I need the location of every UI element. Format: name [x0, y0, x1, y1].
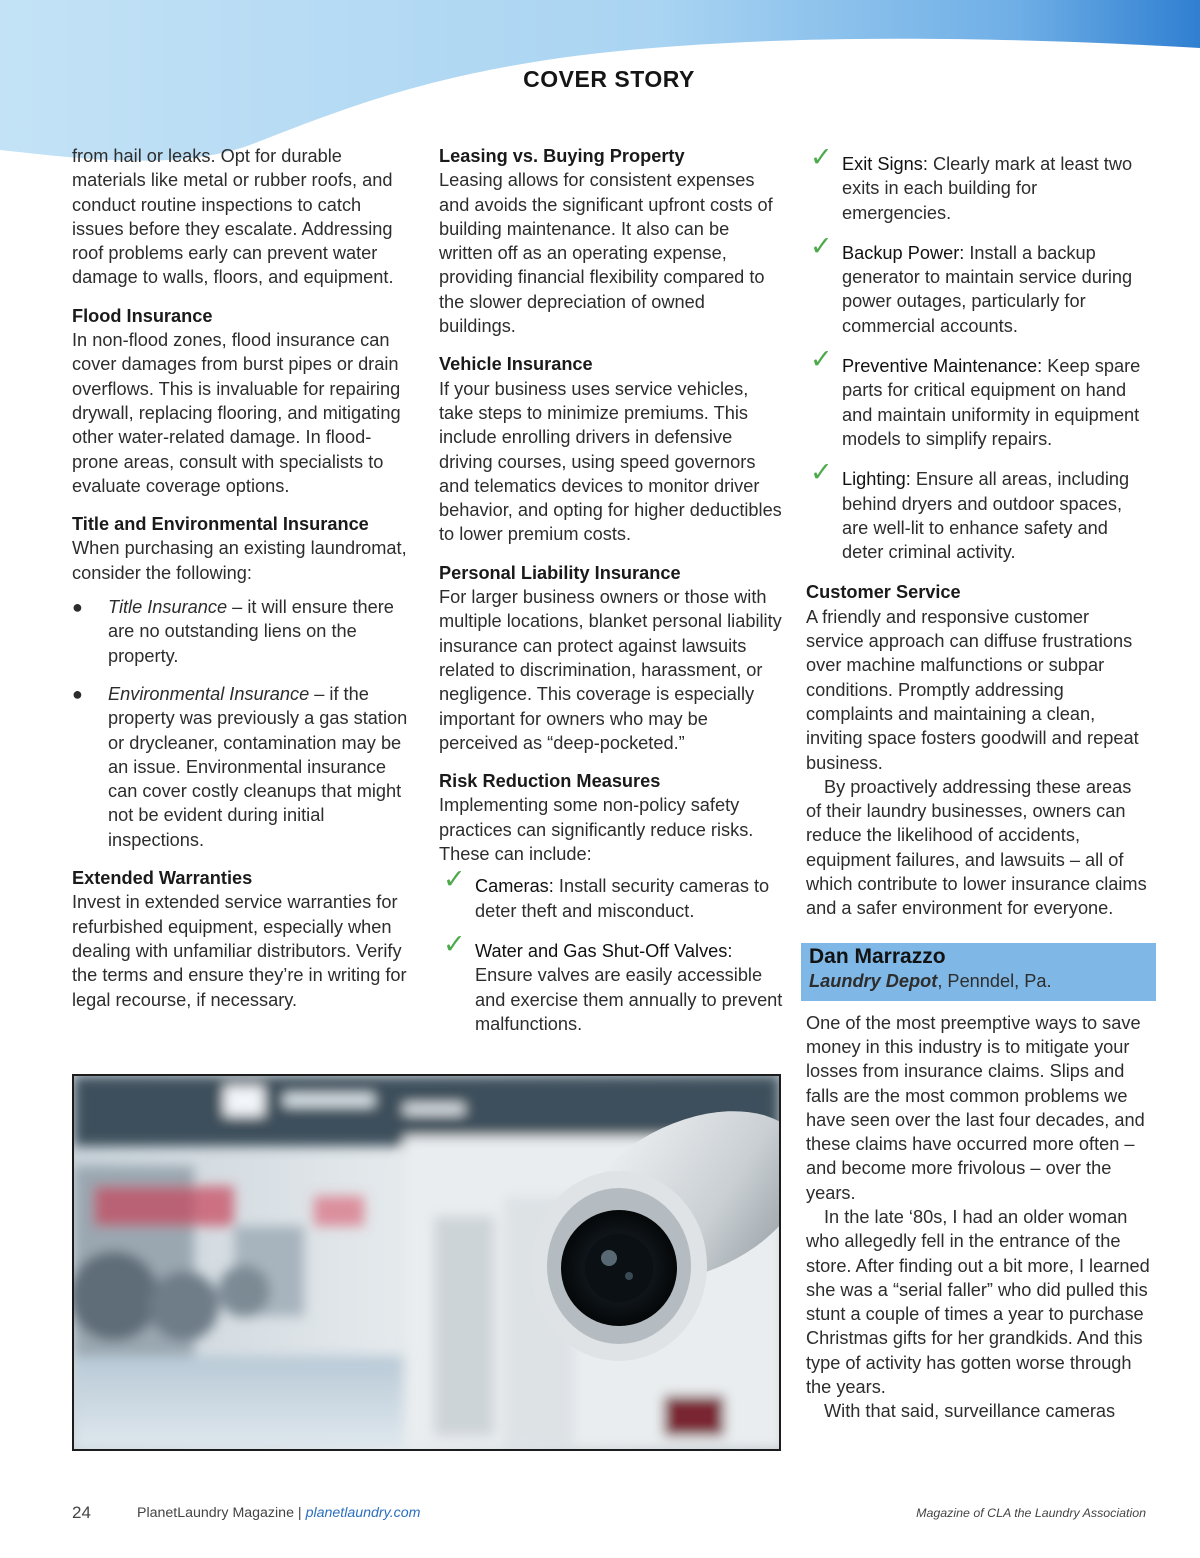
- risk-reduction-heading: Risk Reduction Measures: [439, 771, 661, 792]
- personal-liability-heading: Personal Liability Insurance: [439, 562, 681, 583]
- customer-service-heading: Customer Service: [806, 582, 961, 603]
- magazine-url-link[interactable]: planetlaundry.com: [305, 1505, 421, 1521]
- checkmark-icon: ✓: [810, 142, 833, 173]
- check-term: Preventive Maintenance:: [842, 356, 1043, 377]
- check-text: Install a backup generator to maintain service during power outages, particularly for commercial accounts.: [842, 242, 1133, 336]
- checkmark-icon: ✓: [810, 344, 833, 376]
- bullet-term: Title Insurance: [108, 597, 228, 618]
- list-item: [806, 230, 1151, 338]
- article-column-2: [439, 144, 784, 1052]
- contributor-paragraph-1: One of the most preemptive ways to save money in this industry is to mitigate your losses from insurance claims. Slips and falls are the most common problems we have seen over the last four decades, and these claims have occurred more often – and become more frivolous – over the years.: [806, 1012, 1145, 1203]
- check-term: Water and Gas Shut-Off Valves:: [475, 940, 733, 961]
- vehicle-insurance-text: If your business uses service vehicles, take steps to minimize premiums. This include enrolling drivers in defensive driving courses, using speed governors and telematics devices to monitor driver behavior, and opting for higher deductibles to lower premium costs.: [439, 378, 782, 545]
- check-term: Lighting:: [842, 469, 911, 490]
- page-number: 24: [72, 1503, 91, 1522]
- article-column-3: [806, 144, 1151, 1424]
- bullet-icon: ●: [72, 597, 83, 618]
- article-column-1: [72, 144, 417, 1012]
- checkmark-icon: ✓: [443, 864, 466, 896]
- check-text: Install security cameras to deter theft and misconduct.: [475, 876, 770, 921]
- contributor-business: [809, 969, 1148, 993]
- security-camera-illustration: [74, 1076, 779, 1449]
- bullet-text: – it will ensure there are no outstanding liens on the property.: [108, 597, 394, 666]
- business-name: Laundry Depot: [809, 970, 938, 991]
- list-item: [439, 864, 784, 923]
- magazine-name: PlanetLaundry Magazine: [137, 1505, 294, 1521]
- flood-insurance-text: In non-flood zones, flood insurance can cover damages from burst pipes or drain overflows. This is invaluable for repairing drywall, replacing flooring, and mitigating other water-related damage. In flood-prone areas, consult with specialists to evaluate coverage options.: [72, 330, 401, 496]
- contributor-callout: [801, 943, 1156, 1001]
- list-item: [72, 595, 417, 668]
- business-location: , Penndel, Pa.: [937, 970, 1052, 991]
- checkmark-icon: ✓: [810, 230, 833, 262]
- vehicle-insurance-heading: Vehicle Insurance: [439, 354, 593, 375]
- list-item: [806, 457, 1151, 564]
- leasing-heading: Leasing vs. Buying Property: [439, 146, 685, 166]
- leasing-text: Leasing allows for consistent expenses and avoids the significant upfront costs of building maintenance. It also can be written off as an operating expense, providing financial flexibility compared to the slower depreciation of owned buildings.: [439, 170, 773, 337]
- customer-service-text-2: By proactively addressing these areas of their laundry businesses, owners can reduce the likelihood of accidents, equipment failures, and lawsuits – all of which contribute to lower insurance claims and a safer environment for everyone.: [806, 776, 1147, 919]
- contributor-name: Dan Marrazzo: [809, 944, 946, 968]
- bullet-icon: ●: [72, 683, 83, 704]
- risk-check-list: [439, 864, 784, 1036]
- intro-paragraph: from hail or leaks. Opt for durable materials like metal or rubber roofs, and conduct routine inspections to catch issues before they escalate. Addressing roof problems early can prevent water damage to walls, floors, and equipment.: [72, 146, 394, 288]
- list-item: [72, 682, 417, 852]
- section-title: COVER STORY: [523, 66, 695, 92]
- checkmark-icon: ✓: [443, 928, 466, 960]
- extended-warranties-text: Invest in extended service warranties for refurbished equipment, especially when dealing with unfamiliar distributors. Verify the terms and ensure they’re in writing for legal recourse, if necessary.: [72, 892, 407, 1010]
- risk-check-list-continued: [806, 142, 1151, 564]
- personal-liability-text: For larger business owners or those with multiple locations, blanket personal liability insurance can protect against lawsuits related to discrimination, harassment, or negligence. This coverage is especially important for owners who may be perceived as “deep-pocketed.”: [439, 587, 782, 753]
- flood-insurance-heading: Flood Insurance: [72, 305, 213, 326]
- list-item: [806, 142, 1151, 225]
- check-text: Ensure valves are easily accessible and exercise them annually to prevent malfunctions.: [475, 965, 783, 1034]
- check-term: Exit Signs:: [842, 154, 928, 174]
- magazine-footer: [137, 1505, 420, 1521]
- bullet-term: Environmental Insurance: [108, 683, 310, 704]
- bullet-text: – if the property was previously a gas station or drycleaner, contamination may be an issue. Environmental insurance can cover costly cleanups that might not be evident during initial inspections.: [108, 683, 408, 850]
- check-text: Keep spare parts for critical equipment on hand and maintain uniformity in equipment models to simplify repairs.: [842, 356, 1141, 449]
- list-item: [806, 344, 1151, 451]
- check-text: Ensure all areas, including behind dryers and outdoor spaces, are well-lit to enhance safety and deter criminal activity.: [842, 469, 1130, 563]
- title-environmental-text: When purchasing an existing laundromat, consider the following:: [72, 538, 407, 583]
- checkmark-icon: ✓: [810, 457, 833, 489]
- contributor-paragraph-3: With that said, surveillance cameras: [824, 1401, 1116, 1422]
- insurance-bullet-list: [72, 595, 417, 852]
- list-item: [439, 928, 784, 1036]
- contributor-paragraph-2: In the late ‘80s, I had an older woman who allegedly fell in the entrance of the store. After finding out a bit more, I learned she was a “serial faller” who did pulled this stunt a couple of times a year to purchase Christmas gifts for her grandkids. And this type of activity has gotten worse through the years.: [806, 1206, 1150, 1398]
- security-camera-photo: [72, 1074, 781, 1451]
- risk-reduction-text: Implementing some non-policy safety practices can significantly reduce risks. These can include:: [439, 795, 754, 865]
- customer-service-text: A friendly and responsive customer service approach can diffuse frustrations over machine malfunctions or subpar conditions. Promptly addressing complaints and maintaining a clean, inviting space fosters goodwill and repeat business.: [806, 606, 1139, 773]
- association-footer: Magazine of CLA the Laundry Association: [916, 1506, 1146, 1520]
- title-environmental-heading: Title and Environmental Insurance: [72, 514, 369, 535]
- check-term: Backup Power:: [842, 242, 965, 263]
- check-term: Cameras:: [475, 876, 554, 897]
- extended-warranties-heading: Extended Warranties: [72, 868, 253, 889]
- check-text: Clearly mark at least two exits in each building for emergencies.: [842, 154, 1133, 223]
- footer-separator: |: [297, 1505, 302, 1521]
